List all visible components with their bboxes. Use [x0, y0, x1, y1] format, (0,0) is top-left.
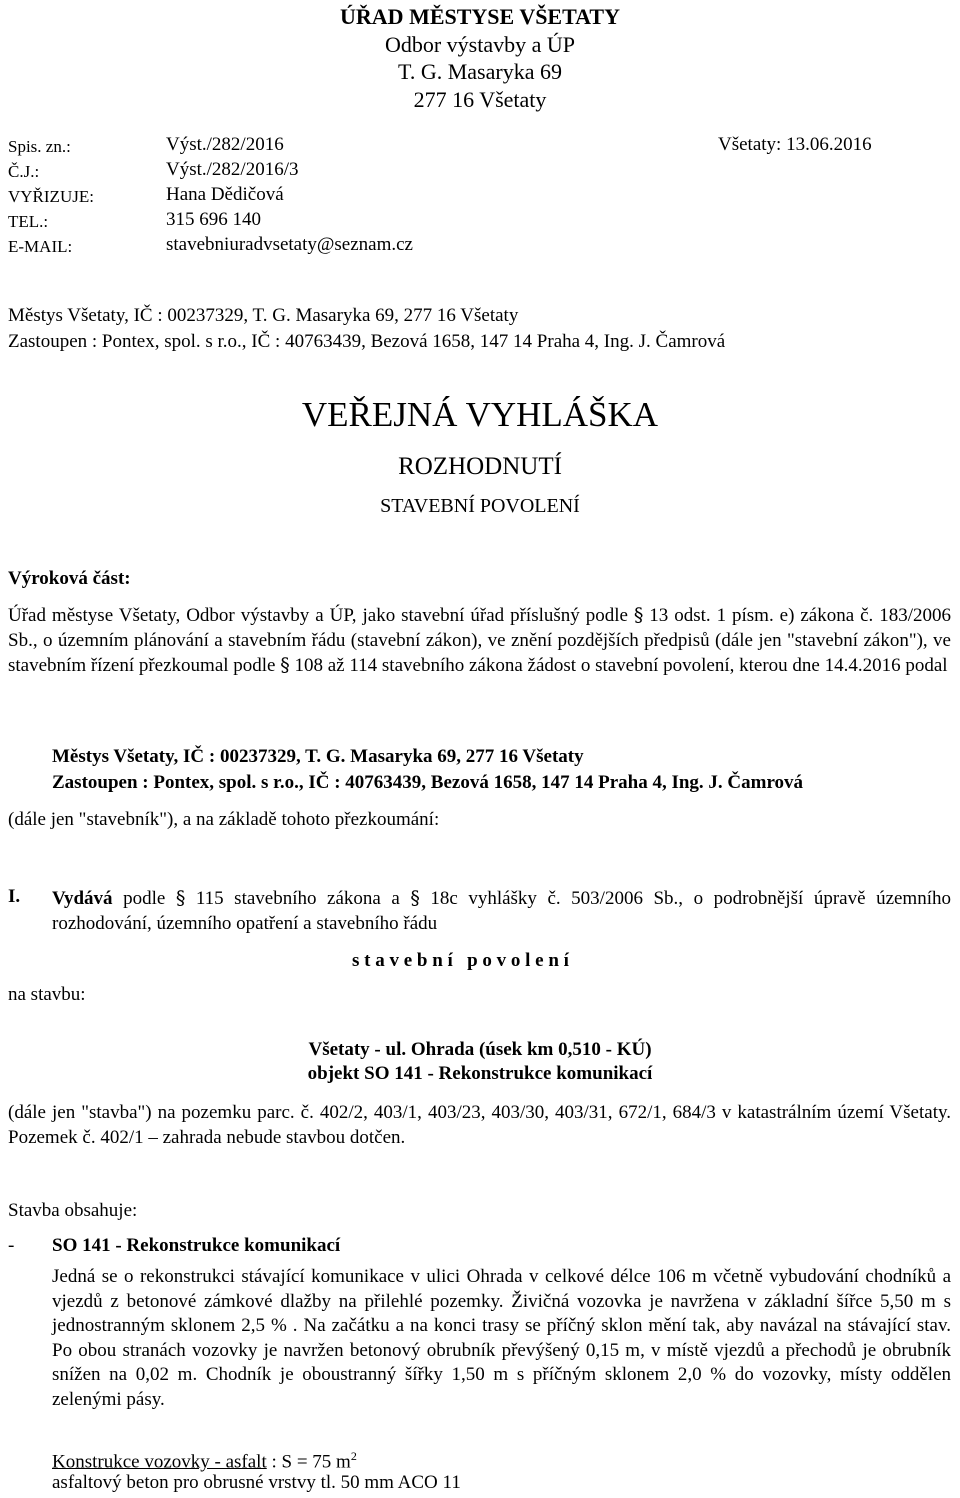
- vyrizuje-value: Hana Dědičová: [166, 184, 284, 205]
- intro-paragraph: Úřad městyse Všetaty, Odbor výstavby a ÚP, jako stavební úřad příslušný podle § 13 odst. 1 písm. e) zákona č. 183/2006 Sb., o územním plánování a stavebním řádu (stavební zákon), ve znění pozdějších předpisů (dále jen "stavební zákon"), ve stavebním řízení přezkoumal podle § 108 až 114 stavebního zákona žádost o stavební povolení, kterou dne 14.4.2016 podal: [8, 604, 951, 676]
- decision-paragraph: Vydává podle § 115 stavebního zákona a § 18c vyhlášky č. 503/2006 Sb., o podrobnější úpravě územního rozhodování, územního opatření a stavebního řádu: [52, 887, 951, 934]
- document-title: VEŘEJNÁ VYHLÁŠKA: [301, 395, 659, 434]
- project-name: Všetaty - ul. Ohrada (úsek km 0,510 - KÚ): [308, 1039, 652, 1060]
- list-dash: -: [8, 1235, 15, 1256]
- parcel-paragraph: (dále jen "stavba") na pozemku parc. č. 402/2, 403/1, 403/23, 403/30, 403/31, 672/1, 684/3 v katastrálním území Všetaty. Pozemek č. 402/1 – zahrada nebude stavbou dotčen.: [8, 1102, 951, 1148]
- section-heading-vyrokova: Výroková část:: [8, 568, 131, 589]
- asphalt-line: asfaltový beton pro obrusné vrstvy tl. 50 mm ACO 11: [52, 1472, 461, 1493]
- document-type: STAVEBNÍ POVOLENÍ: [380, 495, 580, 517]
- applicant-note: (dále jen "stavebník"), a na základě tohoto přezkoumání:: [8, 809, 440, 830]
- office-name: ÚŘAD MĚSTYSE VŠETATY: [340, 4, 620, 29]
- so-title: SO 141 - Rekonstrukce komunikací: [52, 1235, 341, 1256]
- place-date: Všetaty: 13.06.2016: [718, 134, 872, 155]
- spis-label: Spis. zn.:: [8, 137, 71, 156]
- tel-label: TEL.:: [8, 212, 49, 231]
- street-address: T. G. Masaryka 69: [398, 59, 562, 84]
- addressee-line2: Zastoupen : Pontex, spol. s r.o., IČ : 40763439, Bezová 1658, 147 14 Praha 4, Ing. J. Čamrová: [8, 331, 726, 352]
- addressee-line1: Městys Všetaty, IČ : 00237329, T. G. Masaryka 69, 277 16 Všetaty: [8, 305, 519, 326]
- permit-title: s t a v e b n í p o v o l e n í: [352, 950, 569, 971]
- document-subtitle: ROZHODNUTÍ: [398, 453, 562, 480]
- vyrizuje-label: VYŘIZUJE:: [8, 187, 94, 206]
- project-object: objekt SO 141 - Rekonstrukce komunikací: [307, 1063, 653, 1084]
- construction-sup: 2: [350, 1449, 357, 1463]
- cj-value: Výst./282/2016/3: [166, 159, 299, 180]
- contains-label: Stavba obsahuje:: [8, 1200, 138, 1221]
- construction-value: : S = 75 m: [266, 1451, 351, 1473]
- na-stavbu-label: na stavbu:: [8, 984, 86, 1005]
- spis-value: Výst./282/2016: [166, 134, 284, 155]
- email-label: E-MAIL:: [8, 237, 73, 256]
- cj-label: Č.J.:: [8, 162, 40, 181]
- city-address: 277 16 Všetaty: [413, 87, 547, 112]
- tel-value: 315 696 140: [166, 209, 261, 230]
- so-description: Jedná se o rekonstrukci stávající komunikace v ulici Ohrada v celkové délce 106 m včetně vybudování chodníků a vjezdů z betonové zámkové dlažby na přilehlé pozemky. Živičná vozovka je navržena v základní šířce 5,50 m s jednostranným sklonem 2,5 % . Na začátku a na konci trasy se příčný sklon mění tak, aby navázal na stávající stav. Po obou stranách vozovky je navržen betonový obrubník převýšený 0,15 m, v místě vjezdů a přechodů je obrubník snížen na 0,02 m. Chodník je oboustranný šířky 1,50 m s příčným sklonem 2,0 % do vozovky, místy oddělen zelenými pásy.: [52, 1266, 951, 1410]
- department: Odbor výstavby a ÚP: [384, 32, 576, 57]
- roman-numeral-i: I.: [8, 886, 21, 907]
- construction-label: Konstrukce vozovky - asfalt: [52, 1451, 267, 1473]
- applicant-line1: Městys Všetaty, IČ : 00237329, T. G. Masaryka 69, 277 16 Všetaty: [52, 746, 584, 767]
- construction-line: [52, 1449, 357, 1473]
- email-value: stavebniuradvsetaty@seznam.cz: [166, 234, 413, 255]
- applicant-line2: Zastoupen : Pontex, spol. s r.o., IČ : 40763439, Bezová 1658, 147 14 Praha 4, Ing. J. Čamrová: [52, 772, 804, 793]
